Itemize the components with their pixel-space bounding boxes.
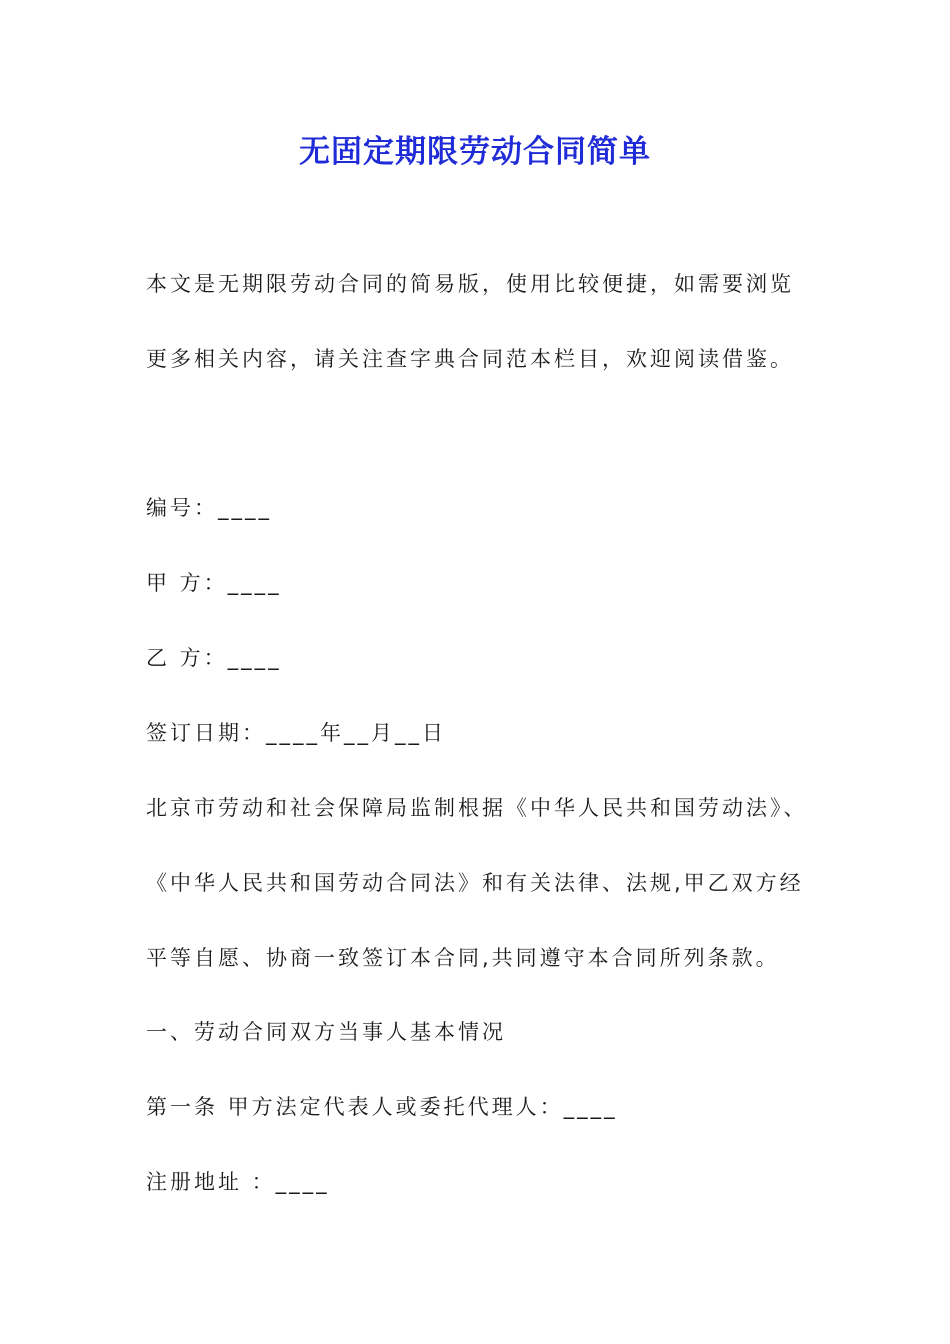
document-title: 无固定期限劳动合同简单 (299, 134, 651, 170)
preamble-line-1: 北京市劳动和社会保障局监制根据《中华人民共和国劳动法》、 (146, 796, 808, 820)
field-party-b: 乙 方：____ (146, 646, 282, 670)
intro-line-2: 更多相关内容，请关注查字典合同范本栏目，欢迎阅读借鉴。 (146, 347, 794, 371)
field-sign-date: 签订日期：____年__月__日 (146, 721, 446, 745)
preamble-line-2: 《中华人民共和国劳动合同法》和有关法律、法规,甲乙双方经 (146, 871, 804, 895)
section-heading-1: 一、劳动合同双方当事人基本情况 (146, 1020, 506, 1044)
article-1: 第一条 甲方法定代表人或委托代理人：____ (146, 1095, 618, 1119)
field-party-a: 甲 方：____ (146, 571, 282, 595)
preamble-line-3: 平等自愿、协商一致签订本合同,共同遵守本合同所列条款。 (146, 946, 780, 970)
registered-address: 注册地址 ：____ (146, 1170, 330, 1194)
intro-line-1: 本文是无期限劳动合同的简易版，使用比较便捷，如需要浏览 (146, 272, 794, 296)
field-number: 编号：____ (146, 496, 272, 520)
